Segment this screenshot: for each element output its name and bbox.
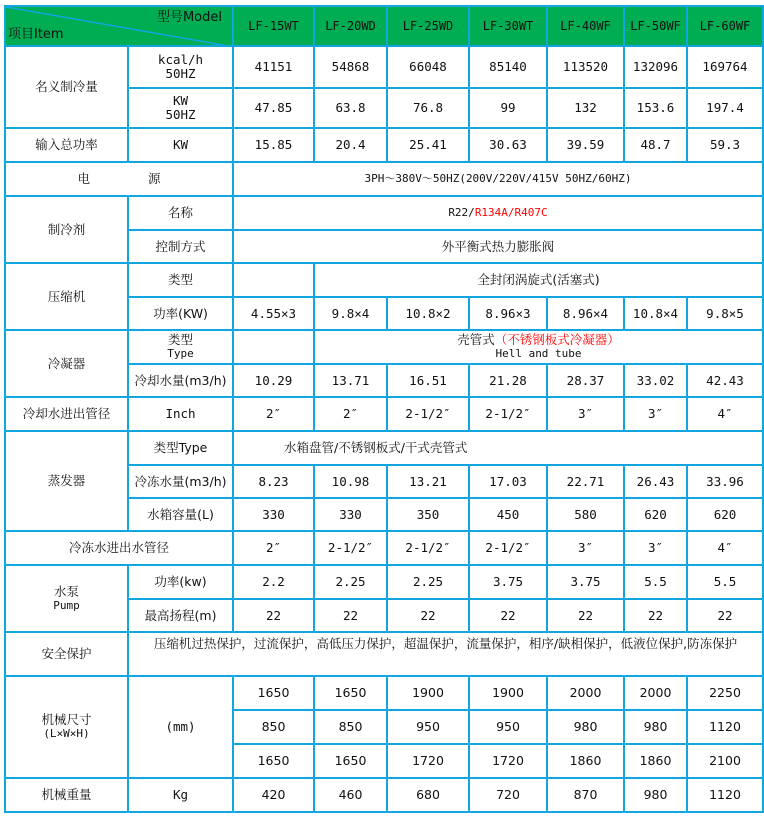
table-row <box>5 431 763 465</box>
value-cell: 1650 <box>314 676 387 710</box>
value-cell: 13.21 <box>387 465 469 498</box>
label-line: (L×W×H) <box>43 727 90 740</box>
row-label-compressor: 压缩机 <box>5 263 128 330</box>
value-cell: 950 <box>387 710 469 744</box>
sub-label <box>128 330 233 364</box>
value-cell: 2-1/2″ <box>314 531 387 565</box>
value-cell: 22 <box>387 599 469 632</box>
table-row <box>5 397 763 431</box>
value-cell: 2″ <box>314 397 387 431</box>
value-cell: 132 <box>547 88 624 128</box>
sub-label: 功率(KW) <box>128 297 233 330</box>
value-cell: 4″ <box>687 531 763 565</box>
value-cell: 197.4 <box>687 88 763 128</box>
value-cell: 5.5 <box>687 565 763 599</box>
value-cell: 850 <box>233 710 314 744</box>
value-cell: 2.25 <box>387 565 469 599</box>
table-row <box>5 128 763 162</box>
value-cell: 5.5 <box>624 565 687 599</box>
value-cell: 3″ <box>624 397 687 431</box>
unit-cell: Inch <box>128 397 233 431</box>
value-cell: 10.29 <box>233 364 314 397</box>
value-cell: 30.63 <box>469 128 547 162</box>
model-header: LF-25WD <box>387 6 469 46</box>
table-row <box>5 196 763 230</box>
value-cell: 22 <box>624 599 687 632</box>
value-cell: 2″ <box>233 531 314 565</box>
label-line: Pump <box>53 598 80 612</box>
value-cell: 85140 <box>469 46 547 88</box>
value-cell: 1650 <box>233 676 314 710</box>
value-cell: 2″ <box>233 397 314 431</box>
row-label-chilled-pipe: 冷冻水进出水管径 <box>5 531 233 565</box>
value-cell: 10.8×2 <box>387 297 469 330</box>
value-cell: 2-1/2″ <box>469 531 547 565</box>
value-cell: 1900 <box>387 676 469 710</box>
label-line: Type <box>167 347 194 360</box>
label-line: 水泵 <box>53 583 79 599</box>
sub-label: 类型 <box>128 263 233 297</box>
value-cell: 15.85 <box>233 128 314 162</box>
value-cell: 2100 <box>687 744 763 778</box>
value-cell: 42.43 <box>687 364 763 397</box>
value-cell: 3″ <box>624 531 687 565</box>
header-corner <box>5 6 233 46</box>
corner-item-label: 项目Item <box>8 27 64 42</box>
value-cell: 850 <box>314 710 387 744</box>
unit-cell: Kg <box>128 778 233 812</box>
safety-value: 压缩机过热保护，过流保护，高低压力保护，超温保护，流量保护，相序/缺相保护，低液位保护,防冻保护 <box>128 632 763 676</box>
value-cell: 2250 <box>687 676 763 710</box>
value-cell: 10.8×4 <box>624 297 687 330</box>
table-row <box>5 46 763 88</box>
table-row <box>5 778 763 812</box>
row-label-dimensions <box>5 676 128 778</box>
table-row <box>5 676 763 710</box>
value-cell: 54868 <box>314 46 387 88</box>
label-line: 机械尺寸 <box>41 712 92 727</box>
value-cell: 1860 <box>624 744 687 778</box>
value-cell: 99 <box>469 88 547 128</box>
value-cell: 22 <box>233 599 314 632</box>
value-cell: 47.85 <box>233 88 314 128</box>
condenser-type-value <box>314 330 763 364</box>
value-cell: 22 <box>469 599 547 632</box>
value-cell: 33.96 <box>687 465 763 498</box>
sub-label: 水箱容量(L) <box>128 498 233 531</box>
value-cell: 9.8×4 <box>314 297 387 330</box>
label-part: 电 <box>77 171 90 186</box>
value-cell: 76.8 <box>387 88 469 128</box>
value-cell: 2000 <box>547 676 624 710</box>
power-supply-value: 3PH～380V～50HZ(200V/220V/415V 50HZ/60HZ) <box>233 162 763 196</box>
value-cell: 26.43 <box>624 465 687 498</box>
value-cell: 8.96×4 <box>547 297 624 330</box>
value-cell: 4.55×3 <box>233 297 314 330</box>
value-cell: 1860 <box>547 744 624 778</box>
value-cell: 113520 <box>547 46 624 88</box>
empty-cell <box>233 263 314 297</box>
value-cell: 2-1/2″ <box>387 397 469 431</box>
model-header: LF-60WF <box>687 6 763 46</box>
condenser-type-black: 壳管式 <box>457 332 495 347</box>
spec-table <box>4 5 764 813</box>
model-header: LF-30WT <box>469 6 547 46</box>
sub-label: 功率(kw) <box>128 565 233 599</box>
refrigerant-value <box>233 196 763 230</box>
value-cell: 2000 <box>624 676 687 710</box>
value-cell: 2.2 <box>233 565 314 599</box>
condenser-type-en: Hell and tube <box>495 347 582 360</box>
value-cell: 3.75 <box>547 565 624 599</box>
row-label-input-power: 输入总功率 <box>5 128 128 162</box>
sub-label: 类型Type <box>128 431 233 465</box>
unit-line: kcal/h <box>157 52 204 67</box>
unit-cell: KW <box>128 128 233 162</box>
evaporator-type-value: 水箱盘管/不锈钢板式/干式壳管式 <box>233 431 763 465</box>
value-cell: 39.59 <box>547 128 624 162</box>
row-label-cooling-capacity: 名义制冷量 <box>5 46 128 128</box>
value-cell: 132096 <box>624 46 687 88</box>
value-cell: 580 <box>547 498 624 531</box>
unit-cell: (mm) <box>128 676 233 778</box>
value-cell: 2.25 <box>314 565 387 599</box>
unit-cell <box>128 46 233 88</box>
table-row <box>5 531 763 565</box>
value-cell: 420 <box>233 778 314 812</box>
value-cell: 13.71 <box>314 364 387 397</box>
value-cell: 980 <box>547 710 624 744</box>
value-cell: 169764 <box>687 46 763 88</box>
value-cell: 450 <box>469 498 547 531</box>
row-label-evaporator: 蒸发器 <box>5 431 128 531</box>
table-row <box>5 565 763 599</box>
table-row <box>5 632 763 676</box>
value-cell: 28.37 <box>547 364 624 397</box>
value-cell: 2-1/2″ <box>387 531 469 565</box>
value-cell: 3.75 <box>469 565 547 599</box>
value-cell: 1650 <box>233 744 314 778</box>
unit-line: 50HZ <box>165 107 196 122</box>
value-cell: 1720 <box>469 744 547 778</box>
table-row <box>5 162 763 196</box>
value-cell: 1120 <box>687 778 763 812</box>
value-cell: 48.7 <box>624 128 687 162</box>
control-value: 外平衡式热力膨胀阀 <box>233 230 763 263</box>
value-cell: 22 <box>547 599 624 632</box>
value-cell: 460 <box>314 778 387 812</box>
value-cell: 8.23 <box>233 465 314 498</box>
value-cell: 22 <box>687 599 763 632</box>
label-part: 源 <box>148 171 161 186</box>
value-cell: 17.03 <box>469 465 547 498</box>
value-cell: 33.02 <box>624 364 687 397</box>
value-cell: 680 <box>387 778 469 812</box>
row-label-pump <box>5 565 128 632</box>
row-label-weight: 机械重量 <box>5 778 128 812</box>
value-cell: 3″ <box>547 531 624 565</box>
model-header: LF-20WD <box>314 6 387 46</box>
table-row <box>5 263 763 297</box>
value-cell: 21.28 <box>469 364 547 397</box>
refrigerant-red: R134A/R407C <box>474 206 548 219</box>
sub-label: 名称 <box>128 196 233 230</box>
value-cell: 63.8 <box>314 88 387 128</box>
value-cell: 3″ <box>547 397 624 431</box>
row-label-condenser: 冷凝器 <box>5 330 128 397</box>
value-cell: 20.4 <box>314 128 387 162</box>
value-cell: 9.8×5 <box>687 297 763 330</box>
model-header: LF-40WF <box>547 6 624 46</box>
table-row <box>5 330 763 364</box>
value-cell: 8.96×3 <box>469 297 547 330</box>
condenser-type-red: （不锈钢板式冷凝器） <box>494 332 620 347</box>
row-label-cooling-pipe: 冷却水进出管径 <box>5 397 128 431</box>
value-cell: 980 <box>624 778 687 812</box>
sub-label: 冷冻水量(m3/h) <box>128 465 233 498</box>
model-header: LF-15WT <box>233 6 314 46</box>
row-label-power-supply <box>5 162 233 196</box>
value-cell: 1120 <box>687 710 763 744</box>
sub-label: 最高扬程(m) <box>128 599 233 632</box>
label-line: 类型 <box>167 332 193 347</box>
value-cell: 22.71 <box>547 465 624 498</box>
header-row <box>5 6 763 46</box>
sub-label: 冷却水量(m3/h) <box>128 364 233 397</box>
value-cell: 22 <box>314 599 387 632</box>
empty-cell <box>233 330 314 364</box>
value-cell: 41151 <box>233 46 314 88</box>
value-cell: 980 <box>624 710 687 744</box>
value-cell: 66048 <box>387 46 469 88</box>
value-cell: 1900 <box>469 676 547 710</box>
corner-model-label: 型号Model <box>156 10 222 25</box>
sub-label: 控制方式 <box>128 230 233 263</box>
unit-cell <box>128 88 233 128</box>
value-cell: 620 <box>624 498 687 531</box>
value-cell: 620 <box>687 498 763 531</box>
value-cell: 1720 <box>387 744 469 778</box>
value-cell: 870 <box>547 778 624 812</box>
value-cell: 4″ <box>687 397 763 431</box>
row-label-refrigerant: 制冷剂 <box>5 196 128 263</box>
value-cell: 330 <box>314 498 387 531</box>
value-cell: 950 <box>469 710 547 744</box>
value-cell: 2-1/2″ <box>469 397 547 431</box>
row-label-safety: 安全保护 <box>5 632 128 676</box>
value-cell: 10.98 <box>314 465 387 498</box>
value-cell: 720 <box>469 778 547 812</box>
refrigerant-black: R22/ <box>448 206 475 219</box>
compressor-type-value: 全封闭涡旋式(活塞式) <box>314 263 763 297</box>
value-cell: 25.41 <box>387 128 469 162</box>
model-header: LF-50WF <box>624 6 687 46</box>
unit-line: KW <box>172 93 189 108</box>
value-cell: 350 <box>387 498 469 531</box>
value-cell: 59.3 <box>687 128 763 162</box>
value-cell: 330 <box>233 498 314 531</box>
value-cell: 153.6 <box>624 88 687 128</box>
unit-line: 50HZ <box>165 66 196 81</box>
value-cell: 16.51 <box>387 364 469 397</box>
value-cell: 1650 <box>314 744 387 778</box>
